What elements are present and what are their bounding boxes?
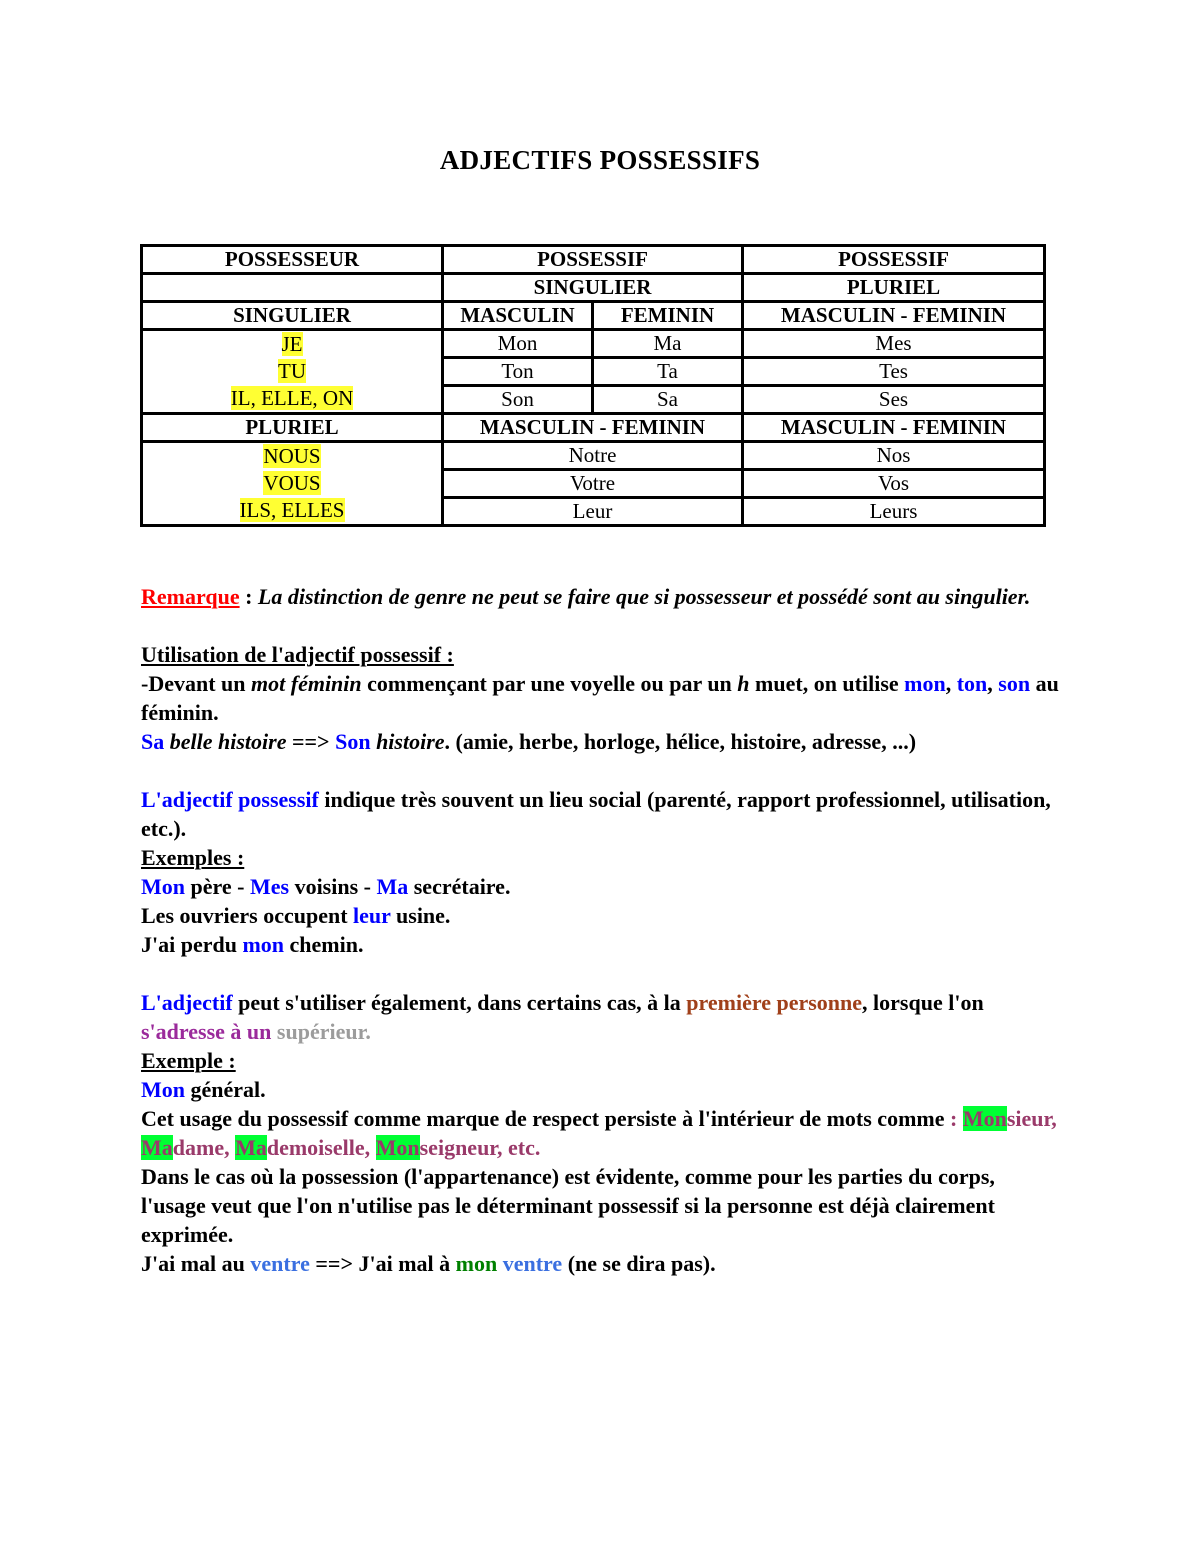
- table-header: MASCULIN - FEMININ: [743, 302, 1045, 330]
- text-run: :: [944, 1106, 963, 1131]
- text-run: commençant par une voyelle ou par un: [361, 671, 738, 696]
- text-run: secrétaire.: [408, 874, 511, 899]
- possessive-table: [140, 244, 1046, 527]
- table-cell: Mon: [443, 330, 593, 358]
- table-cell: Notre: [443, 442, 743, 470]
- text-run: Mon: [962, 1106, 1007, 1131]
- table-cell: Mes: [743, 330, 1045, 358]
- text-run: s'adresse à un: [141, 1019, 272, 1044]
- table-cell: Son: [443, 386, 593, 414]
- page-title: ADJECTIFS POSSESSIFS: [439, 145, 761, 175]
- table-row: [142, 330, 1045, 358]
- text-run: père -: [185, 874, 250, 899]
- text-run: mon: [242, 932, 285, 957]
- pronoun: VOUS: [263, 471, 321, 495]
- table-header: SINGULIER: [443, 274, 743, 302]
- text-run: ventre: [250, 1251, 310, 1276]
- table-header: FEMININ: [593, 302, 743, 330]
- table-cell: [142, 470, 443, 498]
- text-run: voisins -: [289, 874, 377, 899]
- text-run: Mon: [375, 1135, 420, 1160]
- table-cell: [142, 442, 443, 470]
- table-row: [142, 498, 1045, 526]
- text-run: histoire: [370, 729, 445, 754]
- table-cell: Vos: [743, 470, 1045, 498]
- text-run: mot féminin: [251, 671, 362, 696]
- remark-paragraph: [141, 582, 1061, 611]
- table-cell: Tes: [743, 358, 1045, 386]
- table-header: [142, 274, 443, 302]
- table-cell: Leurs: [743, 498, 1045, 526]
- example-line: [141, 901, 1061, 930]
- respect-paragraph: [141, 988, 1061, 1046]
- table-header: PLURIEL: [743, 274, 1045, 302]
- table-cell: Ta: [593, 358, 743, 386]
- table-header: MASCULIN: [443, 302, 593, 330]
- table-cell: Nos: [743, 442, 1045, 470]
- table-cell: Sa: [593, 386, 743, 414]
- pronoun: ILS, ELLES: [239, 498, 345, 523]
- text-run: Cet usage du possessif comme marque de respect persiste à l'intérieur de mots comme: [141, 1106, 945, 1131]
- text-run: Mon: [141, 874, 185, 899]
- text-run: L'adjectif: [141, 990, 233, 1015]
- text-run: ,: [945, 671, 957, 696]
- table-row: [142, 302, 1045, 330]
- table-header: PLURIEL: [142, 414, 443, 442]
- social-paragraph: [141, 785, 1061, 843]
- example-line: [141, 1249, 1061, 1278]
- text-run: seigneur, etc.: [419, 1135, 541, 1160]
- table-cell: Ma: [593, 330, 743, 358]
- text-run: au féminin.: [141, 671, 1059, 725]
- text-run: sieur,: [1006, 1106, 1057, 1131]
- pronoun: JE: [281, 331, 303, 356]
- text-run: Les ouvriers occupent: [141, 903, 354, 928]
- text-run: Ma: [376, 874, 409, 899]
- table-row: [142, 274, 1045, 302]
- table-row: [142, 246, 1045, 274]
- text-run: chemin.: [284, 932, 364, 957]
- table-header: POSSESSIF: [743, 246, 1045, 274]
- text-run: général.: [185, 1077, 266, 1102]
- text-run: Mon: [141, 1077, 185, 1102]
- table-header: POSSESSEUR: [142, 246, 443, 274]
- usage-rule: [141, 669, 1061, 727]
- text-run: son: [998, 671, 1031, 696]
- text-run: (ne se dira pas).: [562, 1251, 716, 1276]
- table-row: [142, 386, 1045, 414]
- respect-words: [141, 1104, 1061, 1162]
- text-run: h: [737, 671, 750, 696]
- pronoun: NOUS: [263, 443, 321, 468]
- text-run: . (amie, herbe, horloge, hélice, histoire, adresse, ...): [444, 729, 917, 754]
- usage-heading: Utilisation de l'adjectif possessif :: [141, 642, 454, 667]
- table-row: [142, 470, 1045, 498]
- table-cell: [142, 386, 443, 414]
- example-line: [141, 872, 1061, 901]
- text-run: mon: [455, 1251, 498, 1276]
- table-row: [142, 414, 1045, 442]
- text-run: -Devant un: [141, 671, 252, 696]
- text-run: Son: [335, 729, 371, 754]
- text-run: Mes: [249, 874, 290, 899]
- usage-example: [141, 727, 1061, 756]
- text-run: ==> J'ai mal à: [309, 1251, 456, 1276]
- text-run: ton: [956, 671, 988, 696]
- text-run: J'ai perdu: [141, 932, 243, 957]
- text-run: dame,: [172, 1135, 236, 1160]
- text-run: leur: [353, 903, 391, 928]
- text-run: ,: [987, 671, 999, 696]
- table-header: MASCULIN - FEMININ: [743, 414, 1045, 442]
- body-text: [141, 582, 1061, 1278]
- text-run: ventre: [502, 1251, 563, 1276]
- table-cell: Leur: [443, 498, 743, 526]
- table-header: SINGULIER: [142, 302, 443, 330]
- text-run: J'ai mal au: [141, 1251, 251, 1276]
- table-cell: [142, 358, 443, 386]
- text-run: Ma: [235, 1135, 267, 1160]
- text-run: , lorsque l'on: [862, 990, 984, 1015]
- text-run: demoiselle,: [266, 1135, 376, 1160]
- table-row: [142, 358, 1045, 386]
- text-run: mon: [904, 671, 946, 696]
- text-run: ==>: [286, 729, 336, 754]
- pronoun: TU: [278, 359, 306, 383]
- text-run: Sa: [141, 729, 165, 754]
- table-cell: Ses: [743, 386, 1045, 414]
- table-header: POSSESSIF: [443, 246, 743, 274]
- text-run: usine.: [390, 903, 451, 928]
- example-line: [141, 1075, 1061, 1104]
- table-cell: Ton: [443, 358, 593, 386]
- text-run: supérieur.: [271, 1019, 371, 1044]
- text-run: belle histoire: [164, 729, 287, 754]
- table-cell: Votre: [443, 470, 743, 498]
- table-header: MASCULIN - FEMININ: [443, 414, 743, 442]
- example-line: [141, 930, 1061, 959]
- text-run: L'adjectif possessif: [141, 787, 319, 812]
- text-run: Ma: [141, 1135, 173, 1160]
- table-cell: [142, 498, 443, 526]
- text-run: muet, on utilise: [749, 671, 905, 696]
- examples-heading: Exemples :: [141, 845, 245, 870]
- example-heading: Exemple :: [141, 1048, 236, 1073]
- text-run: indique très souvent un lieu social (parenté, rapport professionnel, utilisation, etc.).: [141, 787, 1051, 841]
- table-cell: [142, 330, 443, 358]
- pronoun: IL, ELLE, ON: [230, 386, 354, 411]
- remark-text: La distinction de genre ne peut se faire que si possesseur et possédé sont au singulier.: [257, 584, 1031, 609]
- text-run: peut s'utiliser également, dans certains cas, à la: [232, 990, 687, 1015]
- text-run: première personne: [686, 990, 863, 1015]
- remark-separator: :: [239, 584, 258, 609]
- table-row: [142, 442, 1045, 470]
- remark-label: Remarque: [141, 584, 240, 609]
- body-parts-paragraph: Dans le cas où la possession (l'appartenance) est évidente, comme pour les parties du corps, l'usage veut que l'on n'utilise pas le déterminant possessif si la personne est déjà clairement exprimée.: [141, 1164, 995, 1247]
